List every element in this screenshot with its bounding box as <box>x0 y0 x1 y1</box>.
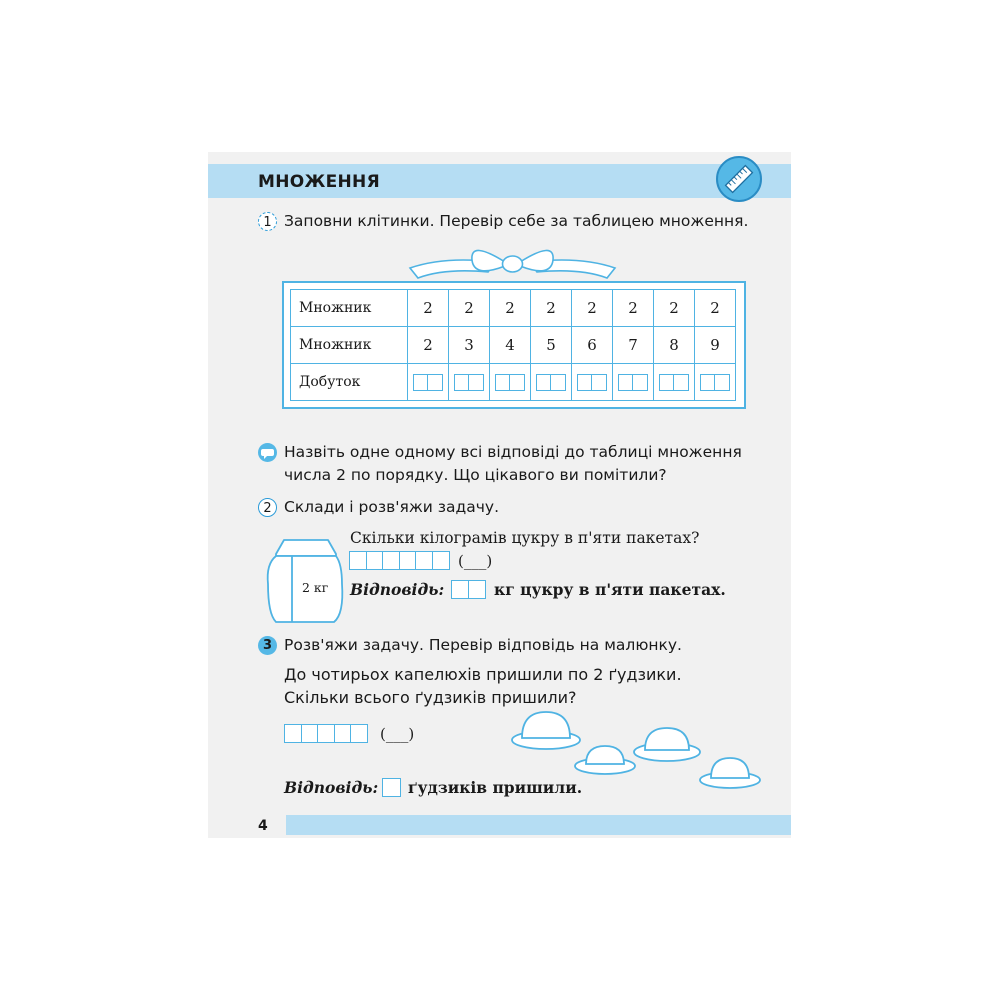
table-row <box>291 327 736 364</box>
page-number: 4 <box>258 818 268 834</box>
factor-2-cell: 2 <box>408 327 449 364</box>
table-row <box>291 364 736 401</box>
answer-label: Відповідь: <box>284 778 379 797</box>
expression-cells[interactable] <box>349 551 450 570</box>
product-cell[interactable] <box>408 364 449 401</box>
row-label-factor-1: Множник <box>291 290 408 327</box>
speech-icon <box>258 443 277 462</box>
task-2-text: Склади і розв'яжи задачу. <box>284 498 500 516</box>
product-cell[interactable] <box>695 364 736 401</box>
factor-1-cell: 2 <box>572 290 613 327</box>
factor-1-cell: 2 <box>613 290 654 327</box>
factor-2-cell: 9 <box>695 327 736 364</box>
unit-placeholder: (___) <box>458 552 493 570</box>
answer-rest: кг цукру в п'яти пакетах. <box>494 580 726 599</box>
unit-placeholder: (___) <box>380 725 415 743</box>
factor-1-cell: 2 <box>490 290 531 327</box>
answer-label: Відповідь: <box>350 580 445 599</box>
task-3-number: 3 <box>258 636 277 655</box>
page-title: МНОЖЕННЯ <box>258 172 380 192</box>
factor-1-cell: 2 <box>408 290 449 327</box>
ribbon-bow-decoration <box>400 238 625 286</box>
multiplication-table <box>290 289 736 401</box>
task-3-line-2: Скільки всього ґудзиків пришили? <box>284 688 577 707</box>
product-cell[interactable] <box>654 364 695 401</box>
product-cell[interactable] <box>449 364 490 401</box>
footer-band <box>286 815 791 835</box>
factor-2-cell: 4 <box>490 327 531 364</box>
ruler-pencil-icon <box>716 156 762 202</box>
discussion-line-2: числа 2 по порядку. Що цікавого ви помітили? <box>284 466 667 484</box>
factor-2-cell: 8 <box>654 327 695 364</box>
factor-2-cell: 6 <box>572 327 613 364</box>
task-3-line-1: До чотирьох капелюхів пришили по 2 ґудзики. <box>284 665 682 684</box>
task-2-number: 2 <box>258 498 277 517</box>
table-row <box>291 290 736 327</box>
bag-weight-label: 2 кг <box>302 580 329 595</box>
discussion-line-1: Назвіть одне одному всі відповіді до таблиці множення <box>284 443 742 461</box>
product-cell[interactable] <box>531 364 572 401</box>
product-cell[interactable] <box>613 364 654 401</box>
answer-rest: ґудзиків пришили. <box>408 778 583 797</box>
factor-1-cell: 2 <box>695 290 736 327</box>
answer-cells[interactable] <box>451 580 486 599</box>
row-label-product: Добуток <box>291 364 408 401</box>
task-1-number: 1 <box>258 212 277 231</box>
expression-cells[interactable] <box>284 724 368 743</box>
factor-2-cell: 3 <box>449 327 490 364</box>
factor-2-cell: 5 <box>531 327 572 364</box>
factor-2-cell: 7 <box>613 327 654 364</box>
product-cell[interactable] <box>572 364 613 401</box>
factor-1-cell: 2 <box>654 290 695 327</box>
row-label-factor-2: Множник <box>291 327 408 364</box>
task-3-text: Розв'яжи задачу. Перевір відповідь на малюнку. <box>284 636 682 654</box>
task-1-text: Заповни клітинки. Перевір себе за таблицею множення. <box>284 212 749 230</box>
answer-cell[interactable] <box>382 778 401 797</box>
product-cell[interactable] <box>490 364 531 401</box>
factor-1-cell: 2 <box>449 290 490 327</box>
task-2-question: Скільки кілограмів цукру в п'яти пакетах? <box>350 529 700 547</box>
factor-1-cell: 2 <box>531 290 572 327</box>
